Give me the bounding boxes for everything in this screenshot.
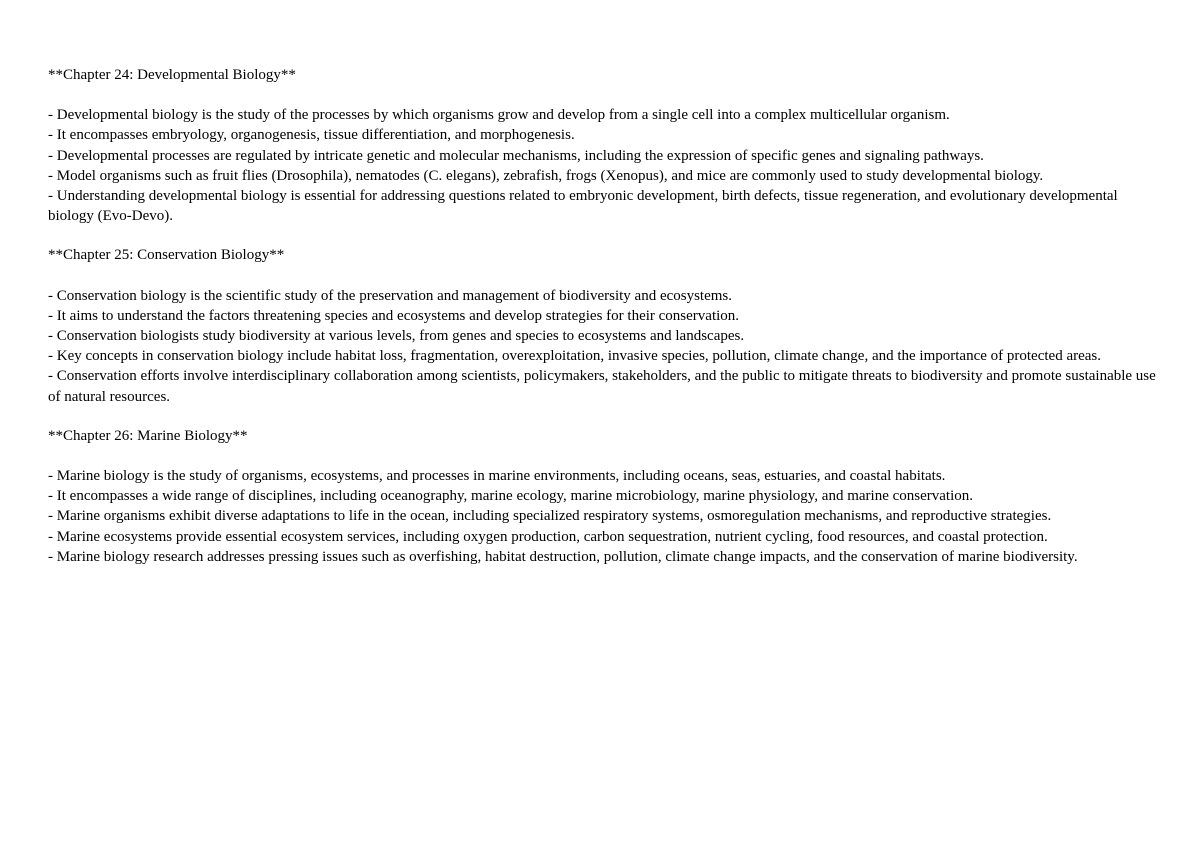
bullet-item: - Key concepts in conservation biology include habitat loss, fragmentation, overexploitation, invasive species, pollution, climate change, and the importance of protected areas.: [48, 348, 1102, 365]
bullet-item: - Conservation biologists study biodiversity at various levels, from genes and species to ecosystems and landscapes.: [48, 328, 745, 345]
bullet-item: - Conservation efforts involve interdisciplinary collaboration among scientists, policymakers, stakeholders, and the public to mitigate threats to biodiversity and promote sustainable use of natural resources.: [48, 368, 1156, 405]
bullet-item: - Developmental processes are regulated by intricate genetic and molecular mechanisms, including the expression of specific genes and signaling pathways.: [48, 147, 984, 164]
bullet-item: - Marine biology research addresses pressing issues such as overfishing, habitat destruction, pollution, climate change impacts, and the conservation of marine biodiversity.: [48, 548, 1078, 565]
bullet-item: - Understanding developmental biology is essential for addressing questions related to embryonic development, birth defects, tissue regeneration, and evolutionary developmental biology (Evo-Devo).: [48, 188, 1118, 225]
chapter-section: [48, 426, 1158, 567]
bullet-item: - Marine biology is the study of organisms, ecosystems, and processes in marine environments, including oceans, seas, estuaries, and coastal habitats.: [48, 468, 946, 485]
bullet-item: - Developmental biology is the study of the processes by which organisms grow and develop from a single cell into a complex multicellular organism.: [48, 107, 950, 124]
bullet-item: - It aims to understand the factors threatening species and ecosystems and develop strategies for their conservation.: [48, 307, 740, 324]
chapter-heading: **Chapter 24: Developmental Biology**: [48, 67, 296, 83]
bullet-list: [48, 105, 1158, 226]
bullet-item: - It encompasses embryology, organogenesis, tissue differentiation, and morphogenesis.: [48, 127, 575, 144]
bullet-list: [48, 286, 1158, 407]
chapter-heading: **Chapter 25: Conservation Biology**: [48, 247, 285, 264]
chapter-section: [48, 245, 1158, 406]
bullet-item: - Marine organisms exhibit diverse adaptations to life in the ocean, including specialized respiratory systems, osmoregulation mechanisms, and reproductive strategies.: [48, 508, 1052, 525]
bullet-item: - Marine ecosystems provide essential ecosystem services, including oxygen production, carbon sequestration, nutrient cycling, food resources, and coastal protection.: [48, 528, 1048, 545]
chapter-heading: **Chapter 26: Marine Biology**: [48, 427, 248, 444]
bullet-item: - Model organisms such as fruit flies (Drosophila), nematodes (C. elegans), zebrafish, frogs (Xenopus), and mice are commonly used to study developmental biology.: [48, 167, 1044, 184]
bullet-item: - Conservation biology is the scientific study of the preservation and management of biodiversity and ecosystems.: [48, 287, 733, 304]
bullet-list: [48, 466, 1158, 567]
bullet-item: - It encompasses a wide range of disciplines, including oceanography, marine ecology, marine microbiology, marine physiology, and marine conservation.: [48, 488, 973, 505]
chapter-section: [48, 65, 1158, 226]
document-page: [48, 65, 1158, 586]
